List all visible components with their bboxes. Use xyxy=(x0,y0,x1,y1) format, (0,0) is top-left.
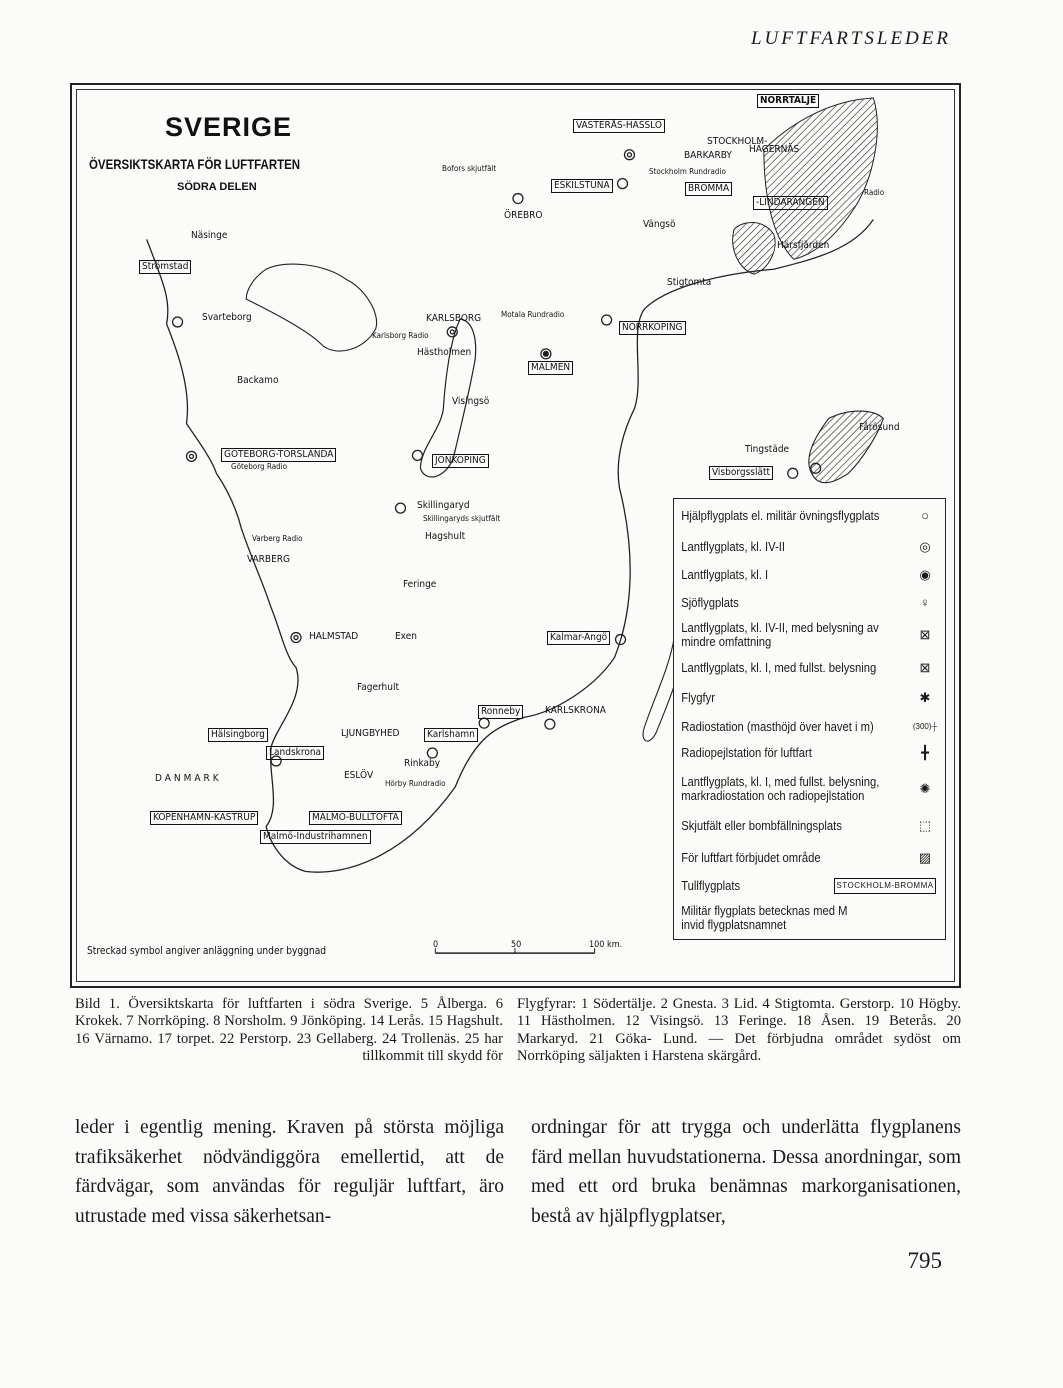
map-label-stockholm: STOCKHOLM- xyxy=(707,136,768,147)
legend-text: Lantflygplats, kl. IV-II xyxy=(681,540,786,554)
map-label-vasteras: VÄSTERÅS-HÄSSLÖ xyxy=(573,119,665,133)
map-label-varberg-radio: Varberg Radio xyxy=(252,534,303,543)
map-label-danmark: DANMARK xyxy=(155,773,222,784)
running-title: LUFTFARTSLEDER xyxy=(750,28,951,49)
radio-station-icon: (300)┼ xyxy=(912,722,938,731)
map-label-malmo-industrihamnen: Malmö-Industrihamnen xyxy=(260,830,371,844)
filled-circle-icon: ◉ xyxy=(919,567,931,582)
prohibited-area-icon: ▨ xyxy=(918,850,932,865)
prohibited-area-stockholm xyxy=(764,98,877,259)
customs-airport-icon: STOCKHOLM-BROMMA xyxy=(834,878,935,894)
map-label-visingso: Visingsö xyxy=(452,396,490,407)
beacon-icon: ✱ xyxy=(919,690,931,705)
map-label-rinkaby: Rinkaby xyxy=(404,758,441,769)
map-label-kalmar: Kalmar-Ängö xyxy=(547,631,610,645)
scale-label-100: 100 km. xyxy=(589,940,623,950)
map-label-vangso: Vängsö xyxy=(643,219,676,230)
map-label-stigtomta: Stigtomta xyxy=(667,277,712,288)
legend-text: Lantflygplats, kl. I, med fullst. belysning, markradiostation och radiopejlstation xyxy=(681,775,880,803)
legend-row xyxy=(674,621,945,649)
map-label-jonkoping: JÖNKÖPING xyxy=(432,454,489,468)
map-label-harsfjarden: Härsfjärden xyxy=(777,240,830,251)
circle-icon: ○ xyxy=(921,508,929,523)
legend-text: Radiostation (masthöjd över havet i m) xyxy=(681,720,874,734)
body-text-left: leder i egentlig mening. Kraven på största möjliga trafiksäkerhet nödvändiggöra emellertid, att de färdvägar, som användas för reguljär luftfart, äro utrustade med vissa säkerhetsan- xyxy=(75,1117,504,1228)
scale-label-0: 0 xyxy=(433,940,439,950)
map-label-bofors: Bofors skjutfält xyxy=(442,164,497,173)
map-label-hagernas: HÄGERNÄS xyxy=(749,144,800,155)
legend-text: Lantflygplats, kl. IV-II, med belysning av mindre omfattning xyxy=(681,621,879,649)
double-circle-icon: ◎ xyxy=(919,539,931,554)
map-label-feringe: Feringe xyxy=(403,579,437,590)
map-label-bromma: BROMMA xyxy=(685,182,732,196)
map-label-visborgsslatt: Visborgsslätt xyxy=(709,466,773,480)
legend-row xyxy=(674,568,945,582)
legend-text: Radiopejlstation för luftfart xyxy=(681,746,812,760)
caption-right: Flygfyrar: 1 Södertälje. 2 Gnesta. 3 Lid. 4 Stigtomta. Gerstorp. 10 Högby. 11 Hästholmen. 12 Visingsö. 13 Feringe. 18 Åsen. 19 Beterås. 20 Markaryd. 21 Göka- Lund. — Det förbjudna området sydöst om Norrköping säljakten i Harstena skärgård. xyxy=(517,996,961,1065)
map-label-barkarby: BARKARBY xyxy=(684,150,732,161)
page-number: 795 xyxy=(907,1248,942,1273)
legend-row xyxy=(674,904,945,932)
map-label-goteborg: GÖTEBORG-TORSLANDA xyxy=(221,448,336,462)
map-label-goteborg-radio: Göteborg Radio xyxy=(231,462,288,471)
map-label-varberg: VARBERG xyxy=(247,554,290,565)
map-label-karlskrona: KARLSKRONA xyxy=(545,705,606,716)
map-label-orebro: ÖREBRO xyxy=(504,210,543,221)
legend-text: För luftfart förbjudet område xyxy=(681,851,821,865)
map-title: SVERIGE xyxy=(165,112,293,142)
firing-range-icon: ⬚ xyxy=(918,818,932,833)
map-label-ljungbyhed: LJUNGBYHED xyxy=(341,728,400,739)
prohibited-area-harsfjarden xyxy=(733,222,775,274)
legend-text: Sjöflygplats xyxy=(681,596,739,610)
legend-row xyxy=(674,540,945,554)
map-figure xyxy=(70,83,961,988)
legend-text: Tullflygplats xyxy=(681,878,741,893)
legend-row xyxy=(674,509,945,523)
map-label-landskrona: Landskrona xyxy=(266,746,324,760)
map-note: Streckad symbol angiver anläggning under byggnad xyxy=(87,944,327,957)
map-label-hastholmen: Hästholmen xyxy=(417,347,472,358)
map-area xyxy=(76,89,955,982)
legend-row xyxy=(674,877,945,894)
legend-row xyxy=(674,691,945,705)
legend-text: Hjälpflygplats el. militär övningsflygplats xyxy=(681,509,880,523)
map-label-eskilstuna: ESKILSTUNA xyxy=(551,179,613,193)
map-label-norrtalje: NORRTÄLJE xyxy=(757,94,819,108)
map-label-stockholm-radio: Stockholm Rundradio xyxy=(649,167,726,176)
map-label-skillingaryd: Skillingaryd xyxy=(417,500,470,511)
body-text-right: ordningar för att trygga och underlätta flygplanens färd mellan huvudstationerna. Dessa anordningar, som med ett ord bruka benämnas markorganisationen, bestå av hjälpflygplatser, xyxy=(531,1117,961,1228)
map-subtitle: ÖVERSIKTSKARTA FÖR LUFTFARTEN xyxy=(89,156,301,172)
direction-finder-icon: ╋ xyxy=(921,745,929,760)
legend-text: Lantflygplats, kl. I xyxy=(681,568,769,582)
map-label-svarteborg: Svarteborg xyxy=(202,312,252,323)
full-airfield-radio-icon: ✺ xyxy=(919,781,931,796)
legend-row xyxy=(674,775,945,803)
map-label-backamo: Backamo xyxy=(237,375,279,386)
map-label-svenska-radio: Radio xyxy=(864,188,885,197)
map-subtitle-2: SÖDRA DELEN xyxy=(177,181,257,193)
legend-row xyxy=(674,596,945,610)
caption-left: Bild 1. Översiktskarta för luftfarten i södra Sverige. 5 Ålberga. 6 Krokek. 7 Norrköping. 8 Norsholm. 9 Jönköping. 14 Lerås. 15 Hagshult. 16 Värnamo. 17 torpet. 22 Perstorp. 23 Gellaberg. 24 Trollenäs. 25 har tillkommit till skydd för xyxy=(75,996,503,1065)
legend-row xyxy=(674,661,945,675)
map-label-malmen: MALMEN xyxy=(528,361,573,375)
map-label-skillingaryd-sf: Skillingaryds skjutfält xyxy=(423,514,501,523)
lake-vanern xyxy=(246,264,376,351)
map-legend xyxy=(673,498,946,940)
map-label-norrkoping: NORRKÖPING xyxy=(619,321,686,335)
map-label-halmstad: HALMSTAD xyxy=(309,631,359,642)
legend-row xyxy=(674,720,945,734)
legend-row xyxy=(674,851,945,865)
legend-text: Skjutfält eller bombfällningsplats xyxy=(681,819,842,833)
map-label-karlshamn: Karlshamn xyxy=(424,728,478,742)
map-label-eslov: ESLÖV xyxy=(344,770,374,781)
scale-label-50: 50 xyxy=(511,940,522,950)
seaplane-icon: ♀ xyxy=(920,595,930,610)
legend-text: Militär flygplats betecknas med M invid flygplatsnamnet xyxy=(681,904,848,932)
map-label-hagshult: Hagshult xyxy=(425,531,466,542)
map-label-farosund: Fårösund xyxy=(859,422,900,433)
lit-airfield-icon: ⊠ xyxy=(919,627,931,642)
map-label-ronneby: Ronneby xyxy=(478,705,523,719)
legend-text: Flygfyr xyxy=(681,691,715,705)
map-label-malmo-bulltofta: MALMÖ-BULLTOFTA xyxy=(309,811,402,825)
map-label-karlsborg-radio: Karlsborg Radio xyxy=(372,331,429,340)
map-label-lindarangen: -LINDARÄNGEN xyxy=(753,196,828,210)
map-label-kobenhavn: KÖPENHAMN-KASTRUP xyxy=(150,811,258,825)
legend-text: Lantflygplats, kl. I, med fullst. belysning xyxy=(681,661,877,675)
map-label-exen: Exen xyxy=(395,631,417,642)
map-label-fagerhult: Fagerhult xyxy=(357,682,399,693)
map-label-stromstad: Strömstad xyxy=(139,260,191,274)
map-label-horby: Hörby Rundradio xyxy=(385,779,446,788)
map-label-helsingborg: Hälsingborg xyxy=(208,728,268,742)
map-label-karlsborg: KARLSBORG xyxy=(426,313,482,324)
map-label-motala: Motala Rundradio xyxy=(501,310,565,319)
map-label-tingstade: Tingstäde xyxy=(745,444,790,455)
map-label-nasinge: Näsinge xyxy=(191,230,228,241)
legend-row xyxy=(674,819,945,833)
full-lit-airfield-icon: ⊠ xyxy=(919,660,931,675)
legend-row xyxy=(674,746,945,760)
